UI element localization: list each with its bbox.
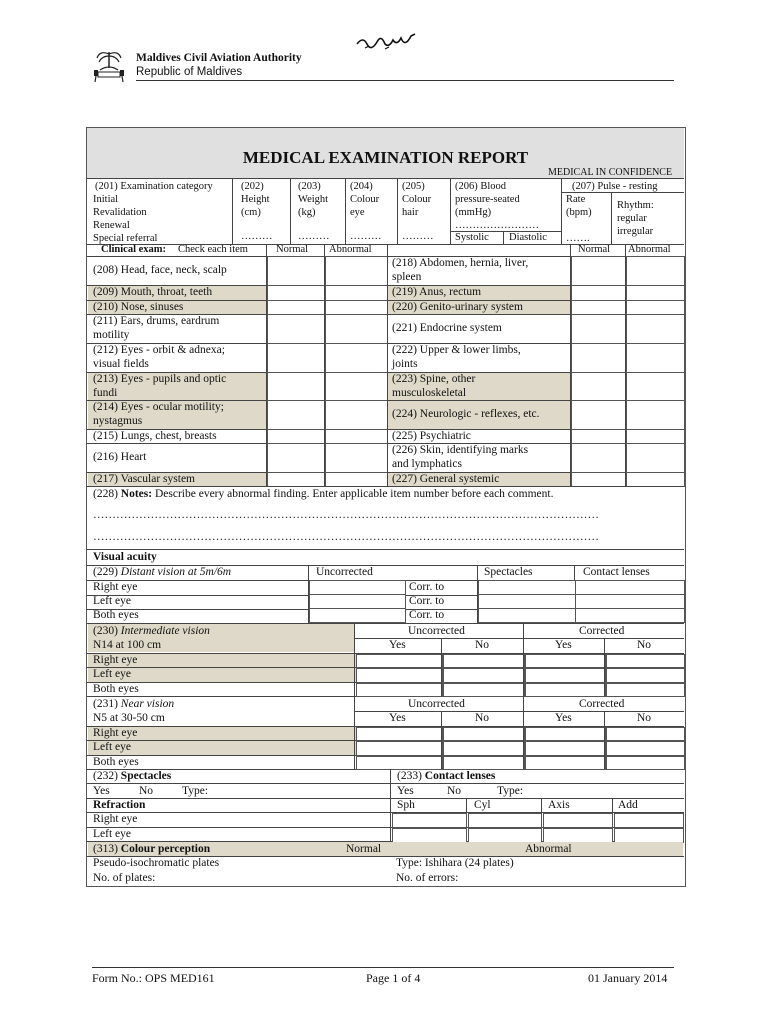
measure-column-rule — [397, 178, 398, 244]
intermediate-vision-no-corr: No — [637, 639, 652, 651]
clinical-col-rule — [625, 244, 626, 486]
distant-contact-field[interactable] — [575, 608, 685, 623]
height-value-dots: ……… — [241, 231, 273, 242]
near-vision-subheader-rule — [355, 711, 684, 712]
measure-column-rule — [561, 178, 562, 244]
clinical-item-right: (220) Genito-urinary system — [392, 301, 523, 313]
pulse-rate-unit: (bpm) — [566, 207, 592, 218]
corr-to-label: Corr. to — [409, 595, 445, 607]
intermediate-vision-answer-cell[interactable] — [525, 654, 606, 668]
intermediate-vision-answer-cell[interactable] — [356, 683, 443, 697]
near-vision-title: Near vision — [120, 698, 175, 710]
clinical-item-left: (217) Vascular system — [93, 473, 195, 485]
colour-hair-header: (205) — [402, 181, 425, 192]
lenses-col-rule — [390, 769, 391, 841]
intermediate-vision-answer-cell[interactable] — [443, 668, 525, 683]
exam-category-option: Revalidation — [93, 207, 147, 218]
clinical-item-right: and lymphatics — [392, 458, 462, 470]
right-normal-checkbox[interactable] — [571, 372, 627, 401]
refraction-value-field[interactable] — [543, 828, 613, 843]
left-normal-checkbox[interactable] — [267, 372, 326, 401]
org-subtitle: Republic of Maldives — [136, 66, 243, 78]
near-vision-answer-cell[interactable] — [443, 756, 525, 770]
right-normal-checkbox[interactable] — [571, 343, 627, 373]
spectacles-no: No — [139, 785, 154, 797]
clinical-item-right: (226) Skin, identifying marks — [392, 444, 529, 456]
near-vision-answer-cell[interactable] — [356, 741, 443, 756]
spectacles-title: Spectacles — [120, 770, 172, 782]
intermediate-vision-yes-uncorr: Yes — [389, 639, 406, 651]
near-vision-label — [93, 698, 174, 711]
weight-header: Weight — [298, 194, 329, 205]
spectacles-yes: Yes — [93, 785, 110, 797]
height-header: (202) — [241, 181, 264, 192]
pulse-column-rule — [611, 192, 612, 244]
clinical-exam-hint: Check each item — [178, 244, 248, 255]
intermediate-vision-answer-cell[interactable] — [356, 654, 443, 668]
left-normal-checkbox[interactable] — [267, 300, 326, 315]
refraction-label: Refraction — [93, 799, 146, 811]
intermediate-vision-answer-cell[interactable] — [525, 683, 606, 697]
left-normal-checkbox[interactable] — [267, 429, 326, 444]
left-abnormal-checkbox[interactable] — [325, 343, 388, 373]
clinical-item-left: (209) Mouth, throat, teeth — [93, 286, 213, 298]
near-vision-yes-uncorr: Yes — [389, 712, 406, 724]
pseudo-isochromatic-label: Pseudo-isochromatic plates — [93, 857, 220, 869]
colour-perception-label — [93, 843, 210, 856]
intermediate-vision-answer-cell[interactable] — [606, 683, 685, 697]
weight-header: (203) — [298, 181, 321, 192]
clinical-item-left: (213) Eyes - pupils and optic — [93, 373, 227, 385]
colour-abnormal-option: Abnormal — [525, 843, 572, 855]
colour-hair-header: Colour — [402, 194, 432, 205]
distant-uncorrected-field[interactable] — [309, 594, 406, 609]
clinical-item-right: joints — [392, 358, 418, 370]
column-rule — [441, 711, 442, 769]
column-rule — [354, 623, 355, 696]
column-rule — [441, 638, 442, 696]
measure-column-rule — [232, 178, 233, 244]
right-normal-checkbox[interactable] — [571, 400, 627, 430]
normal-column-header-right: Normal — [578, 244, 611, 255]
colour-hair-header: hair — [402, 207, 419, 218]
distant-eye-label: Right eye — [93, 581, 138, 593]
near-vision-eye-label: Left eye — [93, 741, 131, 753]
org-name: Maldives Civil Aviation Authority — [136, 52, 302, 64]
refraction-value-field[interactable] — [392, 813, 467, 828]
bp-value-dots: …………………… — [455, 220, 539, 231]
intermediate-vision-distance: N14 at 100 cm — [93, 639, 162, 651]
near-vision-no-corr: No — [637, 712, 652, 724]
refraction-left-eye: Left eye — [93, 828, 131, 840]
column-rule — [523, 623, 524, 696]
clinical-item-right: spleen — [392, 271, 422, 283]
intermediate-vision-answer-cell[interactable] — [356, 668, 443, 683]
intermediate-vision-subheader-rule — [355, 638, 684, 639]
clinical-item-right: (222) Upper & lower limbs, — [392, 344, 521, 356]
clinical-col-rule — [324, 244, 325, 486]
intermediate-vision-corrected-header: Corrected — [579, 625, 625, 637]
form-number: Form No.: OPS MED161 — [92, 971, 215, 985]
rhythm-label: Rhythm: — [617, 200, 654, 211]
refraction-value-field[interactable] — [614, 828, 684, 843]
near-vision-answer-cell[interactable] — [525, 756, 606, 770]
axis-header: Axis — [548, 799, 570, 811]
exam-category-option: Initial — [93, 194, 119, 205]
left-abnormal-checkbox[interactable] — [325, 314, 388, 344]
measure-column-rule — [450, 178, 451, 244]
exam-category-option: Renewal — [93, 220, 130, 231]
distant-eye-label: Left eye — [93, 595, 131, 607]
distant-contact-field[interactable] — [575, 580, 685, 595]
right-abnormal-checkbox[interactable] — [626, 285, 685, 301]
distant-prefix: (229) — [93, 566, 121, 578]
clinical-item-left: (212) Eyes - orbit & adnexa; — [93, 344, 225, 356]
left-normal-checkbox[interactable] — [267, 343, 326, 373]
refraction-value-field[interactable] — [543, 813, 613, 828]
clinical-col-rule — [570, 244, 571, 486]
clinical-item-right: (219) Anus, rectum — [392, 286, 482, 298]
distant-label: Distant vision at 5m/6m — [120, 566, 232, 578]
cyl-header: Cyl — [474, 799, 491, 811]
intermediate-vision-answer-cell[interactable] — [606, 668, 685, 683]
clinical-item-left: nystagmus — [93, 415, 143, 427]
near-vision-answer-cell[interactable] — [525, 727, 606, 741]
page-number: Page 1 of 4 — [366, 971, 421, 985]
clinical-item-left: (216) Heart — [93, 450, 147, 463]
intermediate-vision-yes-corr: Yes — [555, 639, 572, 651]
colour-eye-header: (204) — [350, 181, 373, 192]
near-vision-answer-cell[interactable] — [443, 727, 525, 741]
bp-header: pressure-seated — [455, 194, 520, 205]
distant-uncorrected-field[interactable] — [309, 580, 406, 595]
abnormal-column-header: Abnormal — [329, 244, 372, 255]
form-date: 01 January 2014 — [588, 971, 668, 985]
right-abnormal-checkbox[interactable] — [626, 314, 685, 344]
intermediate-vision-label — [93, 625, 210, 638]
contact-title: Contact lenses — [424, 770, 496, 782]
number-of-plates-label: No. of plates: — [93, 872, 156, 884]
right-abnormal-checkbox[interactable] — [626, 300, 685, 315]
clinical-item-right: (221) Endocrine system — [392, 321, 502, 334]
right-normal-checkbox[interactable] — [571, 472, 627, 487]
left-abnormal-checkbox[interactable] — [325, 443, 388, 473]
clinical-col-rule — [387, 244, 388, 486]
right-normal-checkbox[interactable] — [571, 300, 627, 315]
right-abnormal-checkbox[interactable] — [626, 472, 685, 487]
intermediate-vision-answer-cell[interactable] — [443, 654, 525, 668]
near-vision-answer-cell[interactable] — [356, 756, 443, 770]
distant-spectacles-field[interactable] — [478, 608, 576, 623]
bp-header: (206) Blood — [455, 181, 507, 192]
pulse-label: (207) Pulse - resting — [572, 181, 658, 192]
clinical-row-rule — [87, 486, 684, 487]
near-vision-answer-cell[interactable] — [443, 741, 525, 756]
distant-eye-label: Both eyes — [93, 609, 139, 621]
distant-uncorrected-field[interactable] — [309, 608, 406, 623]
colour-eye-header: eye — [350, 207, 365, 218]
distant-vision-label — [93, 566, 231, 579]
near-vision-no-uncorr: No — [475, 712, 490, 724]
clinical-item-left: (214) Eyes - ocular motility; — [93, 401, 224, 413]
contact-yes: Yes — [397, 785, 414, 797]
contact-type: Type: — [497, 785, 524, 797]
notes-entry-line-2[interactable]: …………………………………………………………………………………………………………………… — [93, 531, 599, 543]
confidential-label: MEDICAL IN CONFIDENCE — [548, 167, 673, 178]
diastolic-label: Diastolic — [509, 232, 547, 243]
clinical-item-left: (215) Lungs, chest, breasts — [93, 430, 217, 442]
colour-eye-value-dots: ……… — [350, 231, 382, 242]
notes-prefix: (228) — [93, 488, 121, 500]
refraction-value-field[interactable] — [392, 828, 467, 843]
number-of-errors-label: No. of errors: — [396, 872, 459, 884]
exam-category-option: Special referral — [93, 233, 158, 244]
intermediate-vision-answer-cell[interactable] — [443, 683, 525, 697]
notes-bottom-rule — [87, 549, 684, 550]
refraction-value-field[interactable] — [468, 828, 542, 843]
measure-column-rule — [290, 178, 291, 244]
near-vision-answer-cell[interactable] — [356, 727, 443, 741]
clinical-item-right: (225) Psychiatric — [392, 430, 471, 442]
intermediate-vision-eye-label: Left eye — [93, 668, 131, 680]
intermediate-vision-no-uncorr: No — [475, 639, 490, 651]
notes-label: Notes: — [120, 488, 153, 500]
left-abnormal-checkbox[interactable] — [325, 472, 388, 487]
distant-spectacles-field[interactable] — [478, 594, 576, 609]
clinical-item-left: fundi — [93, 387, 118, 399]
right-abnormal-checkbox[interactable] — [626, 256, 685, 286]
rhythm-label: regular — [617, 213, 647, 224]
colour-normal-option: Normal — [346, 843, 382, 855]
uncorrected-header: Uncorrected — [316, 566, 373, 578]
colour-hair-value-dots: ……… — [402, 231, 434, 242]
refraction-right-eye: Right eye — [93, 813, 138, 825]
right-abnormal-checkbox[interactable] — [626, 372, 685, 401]
clinical-item-right: (227) General systemic — [392, 473, 500, 485]
refraction-value-field[interactable] — [468, 813, 542, 828]
left-normal-checkbox[interactable] — [267, 256, 326, 286]
normal-column-header: Normal — [276, 244, 309, 255]
lenses-header-rule — [87, 783, 684, 784]
colour-title: Colour perception — [120, 843, 211, 855]
left-normal-checkbox[interactable] — [267, 443, 326, 473]
intermediate-vision-prefix: (230) — [93, 625, 121, 637]
clinical-item-right: (223) Spine, other — [392, 373, 476, 385]
report-title: MEDICAL EXAMINATION REPORT — [242, 148, 529, 167]
footer-divider — [92, 967, 674, 968]
report-form — [86, 127, 686, 887]
near-vision-corrected-header: Corrected — [579, 698, 625, 710]
height-header: Height — [241, 194, 270, 205]
clinical-item-left: (208) Head, face, neck, scalp — [93, 263, 227, 276]
abnormal-column-header-right: Abnormal — [628, 244, 671, 255]
right-normal-checkbox[interactable] — [571, 256, 627, 286]
contact-lenses-label — [397, 770, 495, 783]
intermediate-vision-eye-label: Both eyes — [93, 683, 139, 695]
left-abnormal-checkbox[interactable] — [325, 372, 388, 401]
weight-value-dots: ……… — [298, 231, 330, 242]
near-vision-answer-cell[interactable] — [525, 741, 606, 756]
left-abnormal-checkbox[interactable] — [325, 300, 388, 315]
clinical-item-left: (210) Nose, sinuses — [93, 301, 184, 313]
left-abnormal-checkbox[interactable] — [325, 285, 388, 301]
clinical-item-right: (224) Neurologic - reflexes, etc. — [392, 407, 540, 420]
near-vision-answer-cell[interactable] — [606, 756, 685, 770]
near-vision-eye-label: Both eyes — [93, 756, 139, 768]
rhythm-label: irregular — [617, 226, 654, 237]
spectacles-header: Spectacles — [484, 566, 533, 578]
spectacles-type: Type: — [182, 785, 209, 797]
right-normal-checkbox[interactable] — [571, 429, 627, 444]
left-abnormal-checkbox[interactable] — [325, 256, 388, 286]
systolic-label: Systolic — [455, 232, 489, 243]
right-abnormal-checkbox[interactable] — [626, 343, 685, 373]
column-rule — [604, 711, 605, 769]
clinical-item-right: musculoskeletal — [392, 387, 467, 399]
state-emblem-logo — [94, 48, 124, 84]
section1-top-rule — [87, 178, 684, 179]
left-normal-checkbox[interactable] — [267, 314, 326, 344]
distant-contact-field[interactable] — [575, 594, 685, 609]
left-abnormal-checkbox[interactable] — [325, 429, 388, 444]
notes-text: Describe every abnormal finding. Enter applicable item number before each comment. — [152, 488, 554, 500]
notes-instruction — [93, 488, 553, 501]
left-normal-checkbox[interactable] — [267, 472, 326, 487]
left-normal-checkbox[interactable] — [267, 285, 326, 301]
column-rule — [604, 638, 605, 696]
near-vision-prefix: (231) — [93, 698, 121, 710]
near-vision-uncorrected-header: Uncorrected — [408, 698, 465, 710]
bismillah-calligraphy — [355, 30, 417, 52]
column-rule — [354, 696, 355, 769]
height-header: (cm) — [241, 207, 261, 218]
clinical-item-left: motility — [93, 329, 130, 341]
right-abnormal-checkbox[interactable] — [626, 400, 685, 430]
contact-prefix: (233) — [397, 770, 425, 782]
spectacles-label — [93, 770, 171, 783]
ishihara-type-label: Type: Ishihara (24 plates) — [396, 857, 514, 869]
corr-to-label: Corr. to — [409, 609, 445, 621]
right-abnormal-checkbox[interactable] — [626, 443, 685, 473]
intermediate-vision-eye-label: Right eye — [93, 654, 138, 666]
intermediate-vision-answer-cell[interactable] — [525, 668, 606, 683]
clinical-item-left: (211) Ears, drums, eardrum — [93, 315, 220, 327]
near-vision-answer-cell[interactable] — [606, 741, 685, 756]
exam-category-label: (201) Examination category — [95, 181, 213, 192]
left-abnormal-checkbox[interactable] — [325, 400, 388, 430]
distant-spectacles-field[interactable] — [478, 580, 576, 595]
colour-prefix: (313) — [93, 843, 121, 855]
intermediate-vision-uncorrected-header: Uncorrected — [408, 625, 465, 637]
near-vision-eye-label: Right eye — [93, 727, 138, 739]
contact-no: No — [447, 785, 462, 797]
intermediate-vision-title: Intermediate vision — [120, 625, 210, 637]
intermediate-vision-answer-cell[interactable] — [606, 654, 685, 668]
clinical-item-right: (218) Abdomen, hernia, liver, — [392, 257, 529, 269]
visual-acuity-title: Visual acuity — [93, 551, 157, 563]
sph-header: Sph — [397, 799, 415, 811]
header-divider — [136, 80, 674, 81]
bp-split-rule — [503, 231, 504, 244]
clinical-item-left: visual fields — [93, 358, 149, 370]
near-vision-yes-corr: Yes — [555, 712, 572, 724]
left-normal-checkbox[interactable] — [267, 400, 326, 430]
right-normal-checkbox[interactable] — [571, 285, 627, 301]
pulse-rate-label: Rate — [566, 194, 586, 205]
lenses-options-rule — [87, 798, 684, 799]
corr-to-label: Corr. to — [409, 581, 445, 593]
colour-eye-header: Colour — [350, 194, 380, 205]
weight-header: (kg) — [298, 207, 316, 218]
column-rule — [523, 696, 524, 769]
add-header: Add — [618, 799, 638, 811]
bp-header: (mmHg) — [455, 207, 492, 218]
clinical-exam-label: Clinical exam: — [101, 244, 167, 255]
notes-entry-line-1[interactable]: …………………………………………………………………………………………………………………… — [93, 509, 599, 521]
contact-lenses-header: Contact lenses — [583, 566, 650, 578]
refraction-value-field[interactable] — [614, 813, 684, 828]
intermediate-top-rule — [87, 623, 684, 624]
clinical-col-rule — [266, 244, 267, 486]
right-normal-checkbox[interactable] — [571, 314, 627, 344]
measure-column-rule — [345, 178, 346, 244]
near-vision-distance: N5 at 30-50 cm — [93, 712, 165, 724]
near-vision-answer-cell[interactable] — [606, 727, 685, 741]
spectacles-prefix: (232) — [93, 770, 121, 782]
right-normal-checkbox[interactable] — [571, 443, 627, 473]
pulse-rate-dots: ……. — [566, 233, 590, 244]
right-abnormal-checkbox[interactable] — [626, 429, 685, 444]
